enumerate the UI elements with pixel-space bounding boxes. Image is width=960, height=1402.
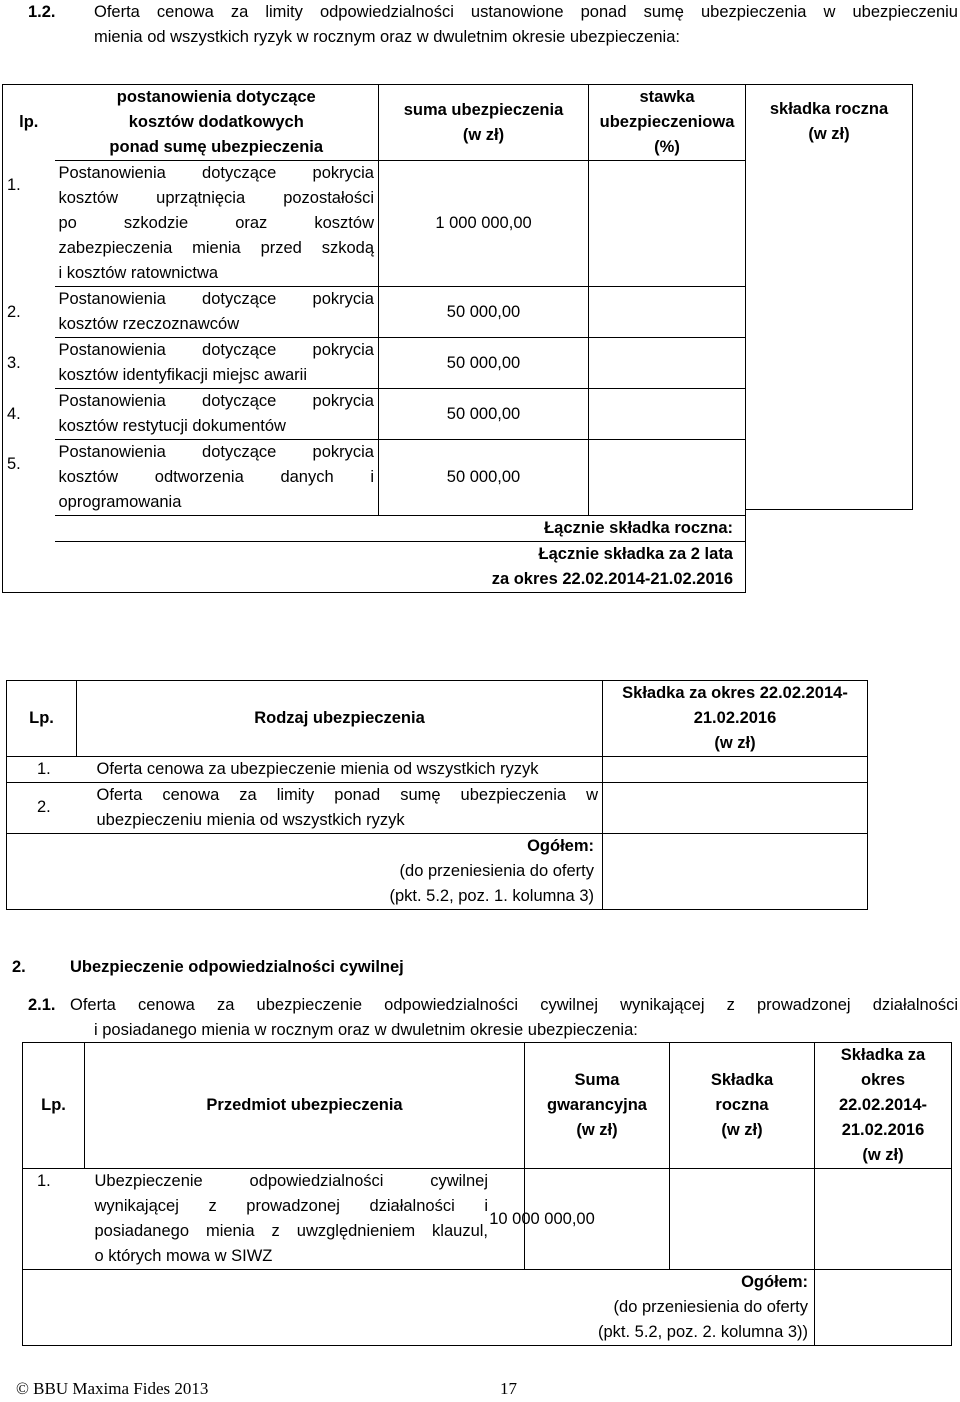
total-row: [7, 833, 868, 909]
row-description: Postanowienia dotyczące pokrycia kosztów restytucji dokumentów: [55, 389, 379, 440]
row-lp: 2.: [7, 782, 77, 833]
row-sum: 1 000 000,00: [379, 161, 589, 287]
table-row: [3, 161, 746, 287]
row-sum: 50 000,00: [379, 440, 589, 516]
row-lp: 1.: [3, 161, 55, 287]
row-subject: Ubezpieczenie odpowiedzialności cywilnej wynikającej z prowadzonej działalności i posiadanego mienia z uwzględnieniem klauzul, o których mowa w SIWZ: [85, 1169, 525, 1270]
section-line-1: Oferta cenowa za ubezpieczenie odpowiedzialności cywilnej wynikającej z prowadzonej działalności: [70, 996, 958, 1014]
premium-column: [745, 84, 913, 510]
total-label: Ogółem: (do przeniesienia do oferty (pkt. 5.2, poz. 2. kolumna 3)): [23, 1270, 815, 1346]
row-lp: 4.: [3, 389, 55, 440]
row-lp: 2.: [3, 287, 55, 338]
row-period: [815, 1169, 952, 1270]
row-rate: [589, 161, 746, 287]
total-row: [23, 1270, 952, 1346]
table-row: [3, 389, 746, 440]
row-lp: 1.: [23, 1169, 85, 1270]
row-annual: [670, 1169, 815, 1270]
header-lp: Lp.: [7, 681, 77, 757]
table-row: [7, 757, 868, 783]
table-row: [3, 338, 746, 389]
header-period-premium: Składka za okres 22.02.2014- 21.02.2016 (w zł): [603, 681, 868, 757]
row-sum: 50 000,00: [379, 338, 589, 389]
row-sum: 50 000,00: [379, 389, 589, 440]
header-rate: stawka ubezpieczeniowa (%): [589, 85, 746, 161]
row-rate: [589, 338, 746, 389]
footer-copyright: © BBU Maxima Fides 2013: [16, 1379, 209, 1398]
row-rate: [589, 440, 746, 516]
row-sum: 50 000,00: [379, 287, 589, 338]
section-number: 1.2.: [28, 3, 56, 21]
total-label: Ogółem: (do przeniesienia do oferty (pkt. 5.2, poz. 1. kolumna 3): [7, 833, 603, 909]
row-sum: 10 000 000,00: [470, 1169, 615, 1270]
row-type: Oferta cenowa za limity ponad sumę ubezpieczenia w ubezpieczeniu mienia od wszystkich ryzyk: [77, 782, 603, 833]
total-2y-row: [3, 541, 746, 592]
header-annual-premium: Składka roczna (w zł): [670, 1043, 815, 1169]
row-description: Postanowienia dotyczące pokrycia kosztów rzeczoznawców: [55, 287, 379, 338]
header-sum-guaranteed: Suma gwarancyjna (w zł): [525, 1043, 670, 1169]
section-number: 2.1.: [28, 996, 56, 1014]
header-lp: lp.: [3, 85, 55, 161]
header-provisions: postanowienia dotyczące kosztów dodatkowych ponad sumę ubezpieczenia: [55, 85, 379, 161]
header-insurance-type: Rodzaj ubezpieczenia: [77, 681, 603, 757]
table-row: [7, 782, 868, 833]
row-lp: 5.: [3, 440, 55, 516]
section-line-1: Oferta cenowa za limity odpowiedzialności ustanowione ponad sumę ubezpieczenia w ubezpieczeniu: [94, 3, 958, 21]
row-rate: [589, 389, 746, 440]
total-annual-label: Łącznie składka roczna:: [55, 516, 746, 542]
section-line-2: i posiadanego mienia w rocznym oraz w dwuletnim okresie ubezpieczenia:: [94, 1020, 638, 1039]
summary-table: [6, 680, 868, 910]
table-row: [3, 440, 746, 516]
row-premium: [603, 782, 868, 833]
total-annual-row: [3, 516, 746, 542]
row-type: Oferta cenowa za ubezpieczenie mienia od wszystkich ryzyk: [77, 757, 603, 783]
table-row: [3, 287, 746, 338]
row-premium: [603, 757, 868, 783]
row-lp: 1.: [7, 757, 77, 783]
row-description: Postanowienia dotyczące pokrycia kosztów odtworzenia danych i oprogramowania: [55, 440, 379, 516]
liability-table: [22, 1042, 952, 1346]
row-description: Postanowienia dotyczące pokrycia kosztów uprzątnięcia pozostałości po szkodzie oraz kosztów zabezpieczenia mienia przed szkodą i kosztów ratownictwa: [55, 161, 379, 287]
section-2-1-heading: [28, 993, 958, 1043]
table-row: [23, 1169, 952, 1270]
total-2y-label: Łącznie składka za 2 lata za okres 22.02.2014-21.02.2016: [55, 541, 746, 592]
page-number: 17: [500, 1379, 517, 1398]
limits-table: [2, 84, 746, 593]
header-sum-insured: suma ubezpieczenia (w zł): [379, 85, 589, 161]
total-value: [603, 833, 868, 909]
total-value: [815, 1270, 952, 1346]
section-line-2: mienia od wszystkich ryzyk w rocznym oraz w dwuletnim okresie ubezpieczenia:: [94, 27, 680, 46]
header-period-premium: Składka za okres 22.02.2014- 21.02.2016 (w zł): [815, 1043, 952, 1169]
header-lp: Lp.: [23, 1043, 85, 1169]
row-lp: 3.: [3, 338, 55, 389]
section-1-2-heading: [28, 0, 958, 50]
header-subject: Przedmiot ubezpieczenia: [85, 1043, 525, 1169]
row-description: Postanowienia dotyczące pokrycia kosztów identyfikacji miejsc awarii: [55, 338, 379, 389]
row-rate: [589, 287, 746, 338]
header-premium: składka roczna (w zł): [746, 85, 913, 510]
section-2-heading: 2. Ubezpieczenie odpowiedzialności cywilnej: [12, 955, 612, 980]
section-2-title: Ubezpieczenie odpowiedzialności cywilnej: [70, 958, 404, 976]
